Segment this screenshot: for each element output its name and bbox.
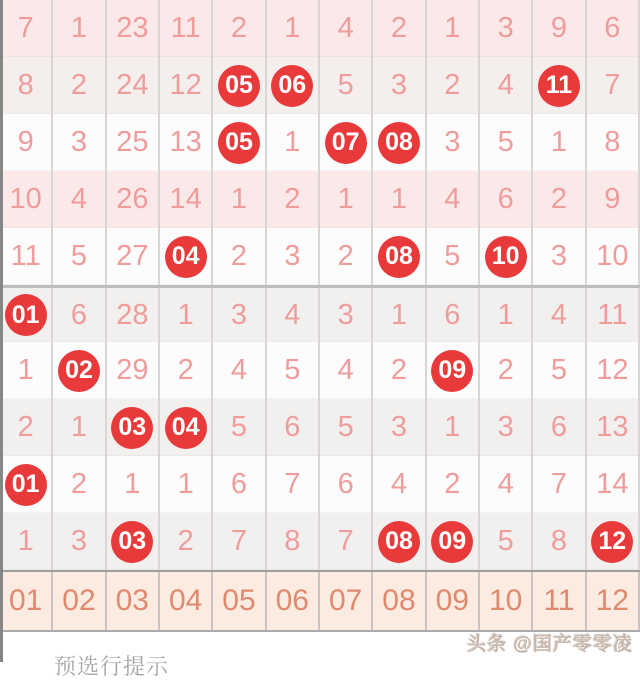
miss-count: 14: [596, 468, 629, 500]
trend-cell: [427, 228, 480, 285]
miss-count: 3: [497, 411, 514, 443]
drawn-number-ball: 02: [58, 350, 100, 392]
trend-cell: [0, 228, 53, 285]
number-header-label: 11: [543, 584, 575, 617]
miss-count: 3: [390, 69, 408, 101]
miss-count: 12: [596, 354, 629, 386]
miss-count: 14: [169, 183, 202, 215]
trend-cell: [427, 114, 480, 171]
trend-cell: [373, 57, 426, 114]
miss-count: 6: [497, 183, 514, 215]
trend-cell: [373, 513, 426, 570]
miss-count: 2: [444, 69, 461, 101]
trend-cell: [533, 288, 586, 342]
miss-count: 2: [337, 240, 354, 272]
miss-count: 9: [550, 12, 568, 44]
number-header-label: 03: [115, 584, 149, 617]
miss-count: 4: [550, 298, 568, 331]
miss-count: 24: [116, 69, 149, 101]
trend-cell: [53, 399, 106, 456]
miss-count: 8: [550, 525, 568, 557]
trend-cell: [533, 114, 586, 171]
trend-cell: [533, 0, 586, 57]
trend-cell: [533, 228, 586, 285]
trend-cell: [160, 399, 213, 456]
miss-count: 6: [284, 411, 301, 443]
trend-cell: [267, 456, 320, 513]
trend-cell: [107, 114, 160, 171]
trend-row: [0, 114, 640, 171]
miss-count: 3: [70, 525, 88, 557]
drawn-number-ball: 01: [5, 294, 47, 336]
miss-count: 4: [230, 354, 248, 386]
trend-cell: [320, 0, 373, 57]
miss-count: 7: [230, 525, 248, 557]
drawn-number-ball: 06: [271, 65, 313, 107]
miss-count: 9: [604, 183, 621, 215]
drawn-number-ball: 05: [218, 65, 260, 107]
trend-cell: [160, 288, 213, 342]
trend-cell: [213, 513, 266, 570]
number-header-cell[interactable]: [320, 572, 373, 630]
trend-cell: [53, 57, 106, 114]
drawn-number-ball: 12: [591, 521, 633, 563]
miss-count: 3: [337, 298, 354, 331]
trend-cell: [267, 114, 320, 171]
trend-cell: [480, 228, 533, 285]
trend-cell: [160, 456, 213, 513]
miss-count: 5: [284, 354, 301, 386]
trend-cell: [267, 171, 320, 228]
number-header-label: 04: [168, 584, 203, 617]
miss-count: 5: [444, 240, 461, 272]
miss-count: 4: [337, 12, 354, 44]
trend-cell: [533, 171, 586, 228]
trend-cell: [480, 114, 533, 171]
miss-count: 5: [337, 411, 354, 443]
trend-cell: [0, 342, 53, 399]
miss-count: 29: [116, 354, 149, 386]
miss-count: 1: [17, 354, 34, 386]
trend-cell: [320, 456, 373, 513]
trend-row: [0, 171, 640, 228]
trend-cell: [160, 171, 213, 228]
trend-cell: [267, 513, 320, 570]
trend-cell: [533, 456, 586, 513]
drawn-number-ball: 03: [111, 407, 153, 449]
number-header-label: 10: [488, 584, 523, 617]
trend-cell: [427, 399, 480, 456]
trend-cell: [480, 57, 533, 114]
miss-count: 8: [17, 69, 34, 101]
miss-count: 6: [337, 468, 354, 500]
miss-count: 1: [230, 183, 248, 215]
trend-cell: [587, 513, 640, 570]
trend-cell: [160, 342, 213, 399]
miss-count: 2: [390, 12, 408, 44]
miss-count: 2: [497, 354, 514, 386]
miss-count: 6: [70, 298, 88, 331]
trend-cell: [320, 171, 373, 228]
trend-cell: [213, 57, 266, 114]
miss-count: 2: [177, 354, 194, 386]
miss-count: 2: [70, 69, 88, 101]
trend-cell: [267, 228, 320, 285]
trend-cell: [427, 171, 480, 228]
trend-cell: [587, 456, 640, 513]
trend-cell: [0, 399, 53, 456]
trend-row: [0, 0, 640, 57]
trend-row: [0, 228, 640, 285]
trend-cell: [587, 114, 640, 171]
trend-cell: [53, 513, 106, 570]
miss-count: 9: [17, 126, 34, 158]
miss-count: 5: [337, 69, 354, 101]
number-header-label: 06: [275, 584, 309, 617]
miss-count: 10: [9, 183, 42, 215]
miss-count: 1: [177, 468, 194, 500]
miss-count: 2: [70, 468, 88, 500]
trend-cell: [480, 399, 533, 456]
number-header-label: 02: [62, 584, 96, 617]
miss-count: 1: [284, 12, 301, 44]
trend-cell: [213, 0, 266, 57]
miss-count: 1: [444, 12, 461, 44]
trend-cell: [587, 342, 640, 399]
trend-cell: [373, 0, 426, 57]
trend-cell: [267, 342, 320, 399]
trend-cell: [107, 228, 160, 285]
miss-count: 1: [390, 183, 408, 215]
miss-count: 4: [70, 183, 88, 215]
drawn-number-ball: 08: [378, 122, 420, 164]
trend-cell: [53, 288, 106, 342]
number-header-label: 09: [435, 584, 469, 617]
trend-cell: [587, 288, 640, 342]
drawn-number-ball: 01: [5, 464, 47, 506]
miss-count: 1: [497, 298, 514, 331]
miss-count: 11: [597, 298, 628, 331]
trend-cell: [53, 228, 106, 285]
miss-count: 13: [169, 126, 202, 158]
trend-cell: [107, 0, 160, 57]
drawn-number-ball: 07: [325, 122, 367, 164]
trend-cell: [107, 288, 160, 342]
trend-cell: [320, 342, 373, 399]
trend-cell: [267, 0, 320, 57]
trend-cell: [427, 0, 480, 57]
miss-count: 2: [284, 183, 301, 215]
miss-count: 1: [390, 298, 408, 331]
trend-cell: [213, 342, 266, 399]
miss-count: 28: [116, 298, 149, 331]
trend-cell: [587, 399, 640, 456]
trend-cell: [480, 456, 533, 513]
miss-count: 3: [230, 298, 248, 331]
trend-cell: [53, 114, 106, 171]
trend-cell: [160, 0, 213, 57]
trend-cell: [320, 114, 373, 171]
drawn-number-ball: 08: [378, 521, 420, 563]
number-header-cell[interactable]: [587, 572, 640, 630]
miss-count: 5: [230, 411, 248, 443]
trend-cell: [53, 171, 106, 228]
miss-count: 2: [390, 354, 408, 386]
trend-cell: [0, 171, 53, 228]
trend-cell: [267, 399, 320, 456]
miss-count: 7: [550, 468, 568, 500]
trend-cell: [533, 513, 586, 570]
trend-cell: [373, 171, 426, 228]
trend-cell: [427, 288, 480, 342]
miss-count: 11: [10, 240, 41, 272]
miss-count: 1: [337, 183, 354, 215]
miss-count: 5: [497, 126, 514, 158]
watermark: 头条 @国产零零凌: [467, 634, 633, 655]
trend-cell: [213, 228, 266, 285]
trend-cell: [107, 399, 160, 456]
miss-count: 11: [170, 12, 201, 44]
miss-count: 2: [177, 525, 194, 557]
trend-cell: [320, 57, 373, 114]
drawn-number-ball: 04: [165, 407, 207, 449]
trend-cell: [533, 342, 586, 399]
trend-row: [0, 342, 640, 399]
trend-cell: [373, 228, 426, 285]
number-header-cell[interactable]: [373, 572, 426, 630]
trend-cell: [0, 0, 53, 57]
drawn-number-ball: 03: [111, 521, 153, 563]
number-header-cell[interactable]: [53, 572, 106, 630]
trend-cell: [0, 456, 53, 513]
trend-cell: [213, 114, 266, 171]
trend-cell: [427, 342, 480, 399]
miss-count: 4: [497, 468, 514, 500]
trend-row: [0, 456, 640, 513]
trend-cell: [587, 228, 640, 285]
trend-cell: [480, 288, 533, 342]
miss-count: 6: [444, 298, 461, 331]
number-header-cell[interactable]: [267, 572, 320, 630]
drawn-number-ball: 08: [378, 236, 420, 278]
trend-cell: [107, 456, 160, 513]
trend-cell: [160, 513, 213, 570]
trend-cell: [480, 0, 533, 57]
number-header-cell[interactable]: [160, 572, 213, 630]
trend-cell: [107, 171, 160, 228]
miss-count: 1: [70, 411, 88, 443]
trend-cell: [107, 513, 160, 570]
trend-cell: [373, 456, 426, 513]
trend-cell: [0, 288, 53, 342]
trend-cell: [267, 57, 320, 114]
trend-cell: [480, 342, 533, 399]
trend-cell: [160, 228, 213, 285]
miss-count: 5: [70, 240, 88, 272]
trend-row: [0, 399, 640, 456]
number-header-cell[interactable]: [213, 572, 266, 630]
miss-count: 25: [116, 126, 149, 158]
trend-cell: [213, 288, 266, 342]
trend-cell: [213, 456, 266, 513]
trend-cell: [427, 57, 480, 114]
miss-count: 8: [604, 126, 621, 158]
trend-cell: [267, 288, 320, 342]
miss-count: 4: [337, 354, 354, 386]
miss-count: 3: [70, 126, 88, 158]
number-header-cell[interactable]: [0, 572, 53, 630]
trend-cell: [320, 399, 373, 456]
bottom-hint-text: 预选行提示: [54, 654, 170, 679]
trend-cell: [373, 114, 426, 171]
table-left-border: [0, 0, 3, 662]
miss-count: 3: [444, 126, 461, 158]
drawn-number-ball: 09: [431, 521, 473, 563]
miss-count: 1: [177, 298, 194, 331]
number-header-label: 08: [382, 584, 416, 617]
trend-row: [0, 57, 640, 114]
number-header-cell[interactable]: [480, 572, 533, 630]
miss-count: 12: [169, 69, 202, 101]
trend-cell: [320, 288, 373, 342]
miss-count: 6: [230, 468, 248, 500]
miss-count: 7: [284, 468, 301, 500]
miss-count: 4: [444, 183, 461, 215]
miss-count: 13: [596, 411, 629, 443]
trend-cell: [53, 342, 106, 399]
number-header-label: 05: [222, 584, 256, 617]
miss-count: 1: [124, 468, 141, 500]
number-header-label: 07: [328, 584, 363, 617]
miss-count: 2: [444, 468, 461, 500]
miss-count: 2: [230, 12, 248, 44]
drawn-number-ball: 10: [485, 236, 527, 278]
miss-count: 10: [596, 240, 629, 272]
miss-count: 5: [550, 354, 568, 386]
trend-cell: [160, 114, 213, 171]
miss-count: 2: [230, 240, 248, 272]
trend-cell: [480, 171, 533, 228]
number-header-row: [0, 570, 640, 632]
miss-count: 26: [116, 183, 149, 215]
trend-cell: [427, 513, 480, 570]
trend-cell: [373, 288, 426, 342]
trend-cell: [0, 57, 53, 114]
miss-count: 3: [497, 12, 514, 44]
miss-count: 2: [17, 411, 34, 443]
trend-cell: [213, 171, 266, 228]
trend-cell: [320, 513, 373, 570]
drawn-number-ball: 09: [431, 350, 473, 392]
trend-cell: [53, 456, 106, 513]
trend-cell: [373, 399, 426, 456]
trend-cell: [107, 342, 160, 399]
number-header-label: 12: [595, 584, 629, 617]
trend-cell: [0, 114, 53, 171]
drawn-number-ball: 04: [165, 236, 207, 278]
number-header-cell[interactable]: [107, 572, 160, 630]
trend-cell: [213, 399, 266, 456]
miss-count: 7: [17, 12, 34, 44]
miss-count: 3: [390, 411, 408, 443]
miss-count: 4: [284, 298, 301, 331]
trend-cell: [53, 0, 106, 57]
trend-cell: [0, 513, 53, 570]
miss-count: 7: [604, 69, 621, 101]
miss-count: 6: [604, 12, 621, 44]
trend-cell: [427, 456, 480, 513]
trend-row: [0, 285, 640, 342]
miss-count: 23: [116, 12, 149, 44]
miss-count: 8: [284, 525, 301, 557]
miss-count: 1: [284, 126, 301, 158]
trend-row: [0, 513, 640, 570]
miss-count: 6: [550, 411, 568, 443]
trend-cell: [320, 228, 373, 285]
trend-cell: [480, 513, 533, 570]
miss-count: 1: [17, 525, 34, 557]
miss-count: 1: [550, 126, 568, 158]
number-header-label: 01: [8, 584, 43, 617]
miss-count: 3: [550, 240, 568, 272]
miss-count: 4: [390, 468, 408, 500]
trend-cell: [160, 57, 213, 114]
trend-cell: [587, 171, 640, 228]
trend-cell: [373, 342, 426, 399]
number-header-cell[interactable]: [427, 572, 480, 630]
miss-count: 7: [337, 525, 354, 557]
miss-count: 2: [550, 183, 568, 215]
drawn-number-ball: 05: [218, 122, 260, 164]
miss-count: 3: [284, 240, 301, 272]
drawn-number-ball: 11: [538, 65, 580, 107]
miss-count: 1: [444, 411, 461, 443]
trend-cell: [587, 0, 640, 57]
trend-cell: [533, 399, 586, 456]
miss-count: 1: [70, 12, 88, 44]
miss-count: 5: [497, 525, 514, 557]
miss-count: 27: [116, 240, 149, 272]
number-header-cell[interactable]: [533, 572, 586, 630]
trend-cell: [107, 57, 160, 114]
trend-cell: [533, 57, 586, 114]
trend-cell: [587, 57, 640, 114]
miss-count: 4: [497, 69, 514, 101]
